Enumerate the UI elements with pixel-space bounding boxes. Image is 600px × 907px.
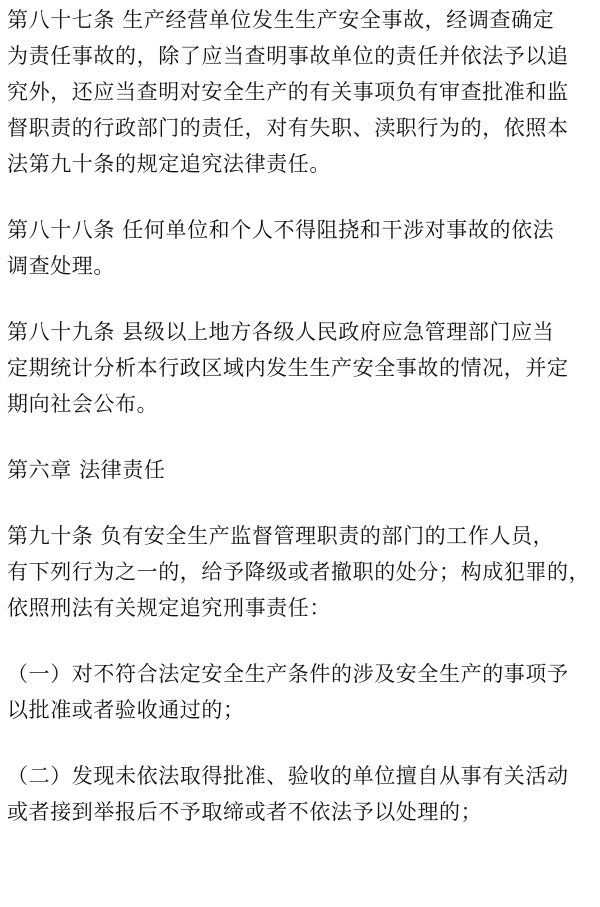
text-line: 以批准或者验收通过的；: [7, 698, 245, 722]
article-89-paragraph: [7, 314, 592, 422]
text-line: 督职责的行政部门的责任，对有失职、渎职行为的，依照本: [7, 116, 569, 140]
text-line: 或者接到举报后不予取缔或者不依法予以处理的；: [7, 800, 483, 824]
text-line: 调查处理。: [7, 254, 115, 278]
text-line: 有下列行为之一的，给予降级或者撤职的处分；构成犯罪的，: [7, 560, 591, 584]
text-line: （二）发现未依法取得批准、验收的单位擅自从事有关活动: [7, 764, 569, 788]
document-page: [0, 2, 600, 830]
text-line: 第九十条 负有安全生产监督管理职责的部门的工作人员，: [7, 524, 555, 548]
text-line: （一）对不符合法定安全生产条件的涉及安全生产的事项予: [7, 662, 569, 686]
text-line: 第八十八条 任何单位和个人不得阻挠和干涉对事故的依法: [7, 218, 555, 242]
text-line: 依照刑法有关规定追究刑事责任：: [7, 596, 331, 620]
article-90-paragraph: [7, 518, 592, 626]
text-line: 究外，还应当查明对安全生产的有关事项负有审查批准和监: [7, 80, 569, 104]
clause-1-paragraph: [7, 656, 592, 728]
article-87-paragraph: [7, 2, 592, 182]
article-88-paragraph: [7, 212, 592, 284]
text-line: 第八十七条 生产经营单位发生生产安全事故，经调查确定: [7, 8, 555, 32]
text-line: 第八十九条 县级以上地方各级人民政府应急管理部门应当: [7, 320, 555, 344]
text-line: 定期统计分析本行政区域内发生生产安全事故的情况，并定: [7, 356, 569, 380]
text-line: 法第九十条的规定追究法律责任。: [7, 152, 331, 176]
text-line: 为责任事故的，除了应当查明事故单位的责任并依法予以追: [7, 44, 569, 68]
clause-2-paragraph: [7, 758, 592, 830]
chapter-heading: [7, 452, 592, 488]
text-line: 期向社会公布。: [7, 392, 159, 416]
text-line: 第六章 法律责任: [7, 458, 166, 482]
